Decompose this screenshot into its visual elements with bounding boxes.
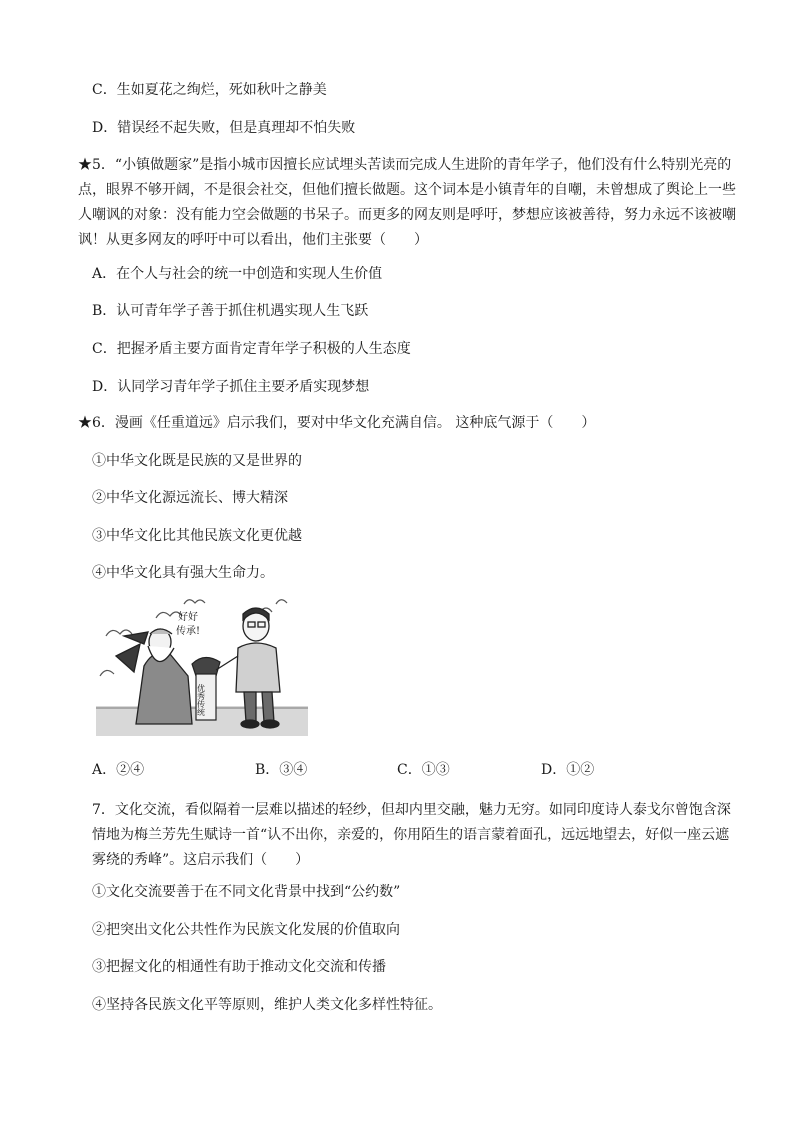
q4-option-d: D．错误经不起失败，但是真理却不怕失败 <box>92 120 356 136</box>
q6-statement-3: ③中华文化比其他民族文化更优越 <box>92 528 302 544</box>
q6-option-c: C．①③ <box>397 762 450 778</box>
q4-option-c: C．生如夏花之绚烂，死如秋叶之静美 <box>92 82 327 98</box>
q5-option-c: C．把握矛盾主要方面肯定青年学子积极的人生态度 <box>92 341 411 357</box>
cartoon-speech-line-1: 好好 <box>178 612 198 623</box>
q7-statement-1: ①文化交流要善于在不同文化背景中找到“公约数” <box>92 884 401 900</box>
q7-statement-3: ③把握文化的相通性有助于推动文化交流和传播 <box>92 959 386 975</box>
q5-option-b: B．认可青年学子善于抓住机遇实现人生飞跃 <box>92 303 369 319</box>
cartoon-scroll-text: 优秀传统 <box>196 684 206 716</box>
q6-statement-1: ①中华文化既是民族的又是世界的 <box>92 453 302 469</box>
q6-option-a: A．②④ <box>92 762 145 778</box>
q7-stem: 7．文化交流，看似隔着一层难以描述的轻纱，但却内里交融，魅力无穷。如同印度诗人泰戈尔曾饱含深情地为梅兰芳先生赋诗一首“认不出你，亲爱的，你用陌生的语言蒙着面孔，远远地望去，好似一座云遮雾绕的秀峰”。这启示我们（ ） <box>92 802 731 868</box>
q5-option-a: A．在个人与社会的统一中创造和实现人生价值 <box>92 266 383 282</box>
q6-stem: ★6．漫画《任重道远》启示我们，要对中华文化充满自信。 这种底气源于（ ） <box>78 415 596 431</box>
q6-option-d: D．①② <box>541 762 595 778</box>
q5-option-d: D．认同学习青年学子抓住主要矛盾实现梦想 <box>92 379 370 395</box>
cartoon-speech-line-2: 传承! <box>176 626 201 637</box>
q7-statement-4: ④坚持各民族文化平等原则，维护人类文化多样性特征。 <box>92 997 442 1013</box>
q6-option-b: B．③④ <box>255 762 308 778</box>
q7-statement-2: ②把突出文化公共性作为民族文化发展的价值取向 <box>92 922 400 938</box>
q6-statement-4: ④中华文化具有强大生命力。 <box>92 565 274 581</box>
q6-statement-2: ②中华文化源远流长、博大精深 <box>92 490 288 506</box>
q5-stem: ★5．“小镇做题家”是指小城市因擅长应试埋头苦读而完成人生进阶的青年学子，他们没有什么特别光亮的点，眼界不够开阔，不是很会社交，但他们擅长做题。这个词本是小镇青年的自嘲，未曾想成了舆论上一些人嘲讽的对象：没有能力空会做题的书呆子。而更多的网友则是呼吁，梦想应该被善待，努力永远不该被嘲讽！从更多网友的呼吁中可以看出，他们主张要（ ） <box>78 157 736 248</box>
cartoon-illustration <box>96 596 308 736</box>
